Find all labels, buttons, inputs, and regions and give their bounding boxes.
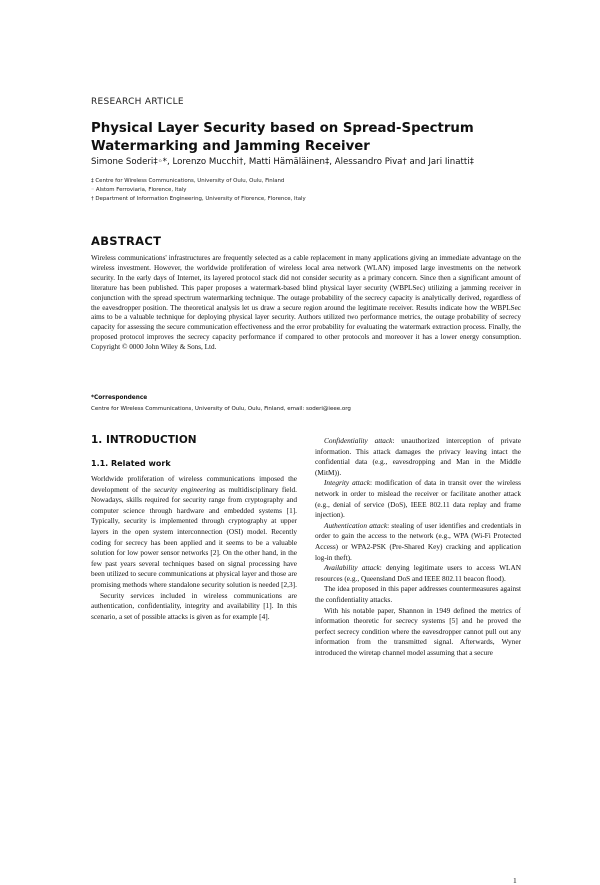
- affiliation-oulu: ‡ Centre for Wireless Communications, University of Oulu, Oulu, Finland: [91, 178, 285, 184]
- paragraph-text: : denying legitimate users to access WLAN resources (e.g., Queensland DoS and IEEE 802.11 beacon flood).: [315, 563, 522, 583]
- abstract-heading: ABSTRACT: [91, 234, 162, 248]
- attack-term: Availability attack: [324, 563, 380, 573]
- page-number: 1: [513, 876, 517, 885]
- attack-term: Confidentiality attack: [324, 436, 393, 445]
- paragraph-text: Worldwide proliferation of wireless communications imposed the development of the: [91, 474, 297, 494]
- affiliation-alstom: ◦ Alstom Ferroviaria, Florence, Italy: [91, 187, 187, 193]
- abstract-text: Wireless communications' infrastructures are frequently selected as a cable replacement in many applications giving an immediate advantage on the wireless investment. However, the worldwide proliferation of wireless local area network (WLAN) imposed large investments on the network security. In the early days of Internet, its layered protocol stack did not consider security as a primary concern. Since then a significant amount of literature has been published. This paper proposes a watermark-based blind physical layer security (WBPLSec) utilizing a jamming receiver in conjunction with the spread spectrum watermarking technique. The outage probability of the secrecy capacity is analytically derived, regardless of the eavesdropper position. The theoretical analysis let us draw a secure region around the legitimate receiver. Results indicate how the WBPLSec aims to be a valuable technique for deploying physical layer security. Authors utilized two performance metrics, the outage probability of secrecy capacity for assessing the secure communication effectiveness and the error probability for evaluating the watermark extraction process. Finally, the proposed protocol improves the secrecy capacity performance if compared to other protocols and moreover it has a lower energy consumption. Copyright © 0000 John Wiley & Sons, Ltd.: [91, 254, 521, 352]
- correspondence-text: Centre for Wireless Communications, University of Oulu, Oulu, Finland, email: soderi@ieee.org: [91, 406, 351, 412]
- paragraph: [315, 521, 521, 563]
- author-list: Simone Soderi‡◦*, Lorenzo Mucchi†, Matti Hämäläinen‡, Alessandro Piva† and Jari Iinatti‡: [91, 157, 474, 167]
- paragraph: [91, 474, 297, 591]
- paragraph-text: as multidisciplinary field. Nowadays, skills required for security range from cryptography and computer science through hardware and embedded systems [1]. Typically, security is implemented through cryptography at upper layers in the open system interconnection (OSI) model. Recently coding for secrecy has been applied and it seems to be a valuable solution for low power sensor networks [2]. On the other hand, in the few past years several techniques based on signal processing have been utilized to secure communications at physical layer and those are promising methods where standalone security solution is needed [2,3].: [91, 484, 298, 589]
- affiliation-florence: † Department of Information Engineering, University of Florence, Florence, Italy: [91, 196, 306, 202]
- attack-term: Authentication attack: [324, 520, 388, 530]
- article-type-label: RESEARCH ARTICLE: [91, 97, 184, 107]
- subsection-heading-related-work: 1.1. Related work: [91, 459, 171, 468]
- right-column: [315, 436, 521, 658]
- paragraph: [315, 478, 521, 520]
- emphasis: security engineering: [154, 484, 216, 494]
- attack-term: Integrity attack: [324, 478, 370, 488]
- correspondence-label: *Correspondence: [91, 395, 148, 401]
- paragraph-text: With his notable paper, Shannon in 1949 defined the metrics of information theoretic for secrecy systems [5] and he proved the perfect secrecy condition where the eavesdropper cannot pull out any information from the transmitted signal. Afterwards, Wyner introduced the wiretap channel model assuming that a secure: [315, 605, 521, 657]
- paragraph-text: : modification of data in transit over the wireless network in order to mislead the receiver or facilitate another attack (e.g., denial of service (DoS), IEEE 802.11 data replay and frame injection).: [315, 478, 521, 520]
- left-column: [91, 474, 297, 622]
- paper-title: Physical Layer Security based on Spread-Spectrum Watermarking and Jamming Receiver: [91, 121, 474, 154]
- paragraph: [91, 591, 297, 623]
- paragraph-text: Security services included in wireless communications are authentication, confidentiality, integrity and availability [1]. In this scenario, a set of possible attacks is given as for example [4].: [91, 590, 297, 621]
- paragraph-text: : stealing of user identifies and credentials in order to gain the access to the network (e.g., WPA (Wi-Fi Protected Access) or WPA2-PSK (Pre-Shared Key) cracking and application log-in theft).: [315, 520, 521, 562]
- paragraph: [315, 606, 521, 659]
- section-heading-introduction: 1. INTRODUCTION: [91, 434, 197, 446]
- paragraph: [315, 584, 521, 605]
- paragraph: [315, 436, 521, 478]
- paragraph-text: The idea proposed in this paper addresses countermeasures against the confidentiality attacks.: [315, 584, 521, 604]
- paragraph: [315, 563, 521, 584]
- paragraph-text: : unauthorized interception of private information. This attack damages the privacy leaving intact the confidential data (e.g., eavesdropping and Man in the Middle (MitM)).: [315, 436, 521, 477]
